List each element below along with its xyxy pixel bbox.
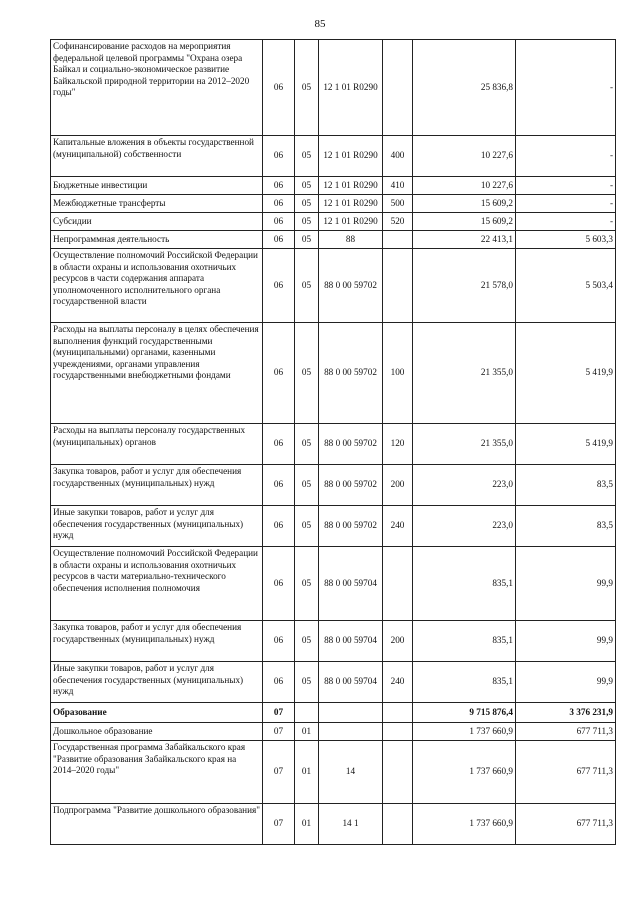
row-amount-actual: 677 711,3 — [516, 723, 616, 741]
row-subsection: 05 — [295, 213, 319, 231]
row-amount-actual: 677 711,3 — [516, 741, 616, 804]
row-target-article: 88 0 00 59704 — [319, 621, 383, 662]
row-name: Закупка товаров, работ и услуг для обеспечения государственных (муниципальных) нужд — [51, 621, 263, 662]
table-row — [51, 723, 616, 741]
table-row — [51, 506, 616, 547]
row-target-article: 88 — [319, 231, 383, 249]
row-expense-type — [383, 804, 413, 845]
row-name: Субсидии — [51, 213, 263, 231]
row-section: 06 — [263, 506, 295, 547]
table-row — [51, 662, 616, 703]
table-row — [51, 40, 616, 136]
row-target-article: 88 0 00 59704 — [319, 662, 383, 703]
row-expense-type — [383, 723, 413, 741]
row-subsection: 01 — [295, 804, 319, 845]
row-name: Осуществление полномочий Российской Федерации в области охраны и использования охотничьих ресурсов в части материально-технического обеспечения исполнения полномочия — [51, 547, 263, 621]
table-row — [51, 547, 616, 621]
row-subsection: 05 — [295, 195, 319, 213]
row-expense-type: 240 — [383, 662, 413, 703]
row-amount-plan: 15 609,2 — [413, 213, 516, 231]
row-amount-plan: 21 355,0 — [413, 424, 516, 465]
row-amount-actual: - — [516, 40, 616, 136]
row-expense-type: 200 — [383, 465, 413, 506]
row-amount-actual: 5 603,3 — [516, 231, 616, 249]
row-target-article: 88 0 00 59702 — [319, 465, 383, 506]
row-target-article: 12 1 01 R0290 — [319, 177, 383, 195]
row-name: Иные закупки товаров, работ и услуг для обеспечения государственных (муниципальных) нужд — [51, 662, 263, 703]
table-row — [51, 465, 616, 506]
row-target-article — [319, 703, 383, 723]
row-expense-type — [383, 547, 413, 621]
row-section: 06 — [263, 177, 295, 195]
row-target-article: 88 0 00 59702 — [319, 249, 383, 323]
table-row — [51, 177, 616, 195]
row-amount-actual: 83,5 — [516, 506, 616, 547]
row-section: 07 — [263, 703, 295, 723]
table-row — [51, 213, 616, 231]
row-section: 06 — [263, 424, 295, 465]
row-amount-plan: 835,1 — [413, 662, 516, 703]
row-target-article: 14 — [319, 741, 383, 804]
row-name: Дошкольное образование — [51, 723, 263, 741]
row-name: Непрограммная деятельность — [51, 231, 263, 249]
row-expense-type: 410 — [383, 177, 413, 195]
row-name: Бюджетные инвестиции — [51, 177, 263, 195]
row-subsection: 05 — [295, 547, 319, 621]
row-amount-plan: 223,0 — [413, 465, 516, 506]
row-expense-type: 520 — [383, 213, 413, 231]
table-row — [51, 741, 616, 804]
row-expense-type: 500 — [383, 195, 413, 213]
row-amount-plan: 835,1 — [413, 621, 516, 662]
table-body — [51, 40, 616, 845]
row-name: Осуществление полномочий Российской Федерации в области охраны и использования охотничьих ресурсов в части содержания аппарата уполномоченного исполнительного органа государственной власти — [51, 249, 263, 323]
row-subsection: 05 — [295, 323, 319, 424]
row-section: 06 — [263, 249, 295, 323]
row-subsection: 01 — [295, 723, 319, 741]
row-expense-type: 240 — [383, 506, 413, 547]
row-expense-type: 120 — [383, 424, 413, 465]
row-subsection — [295, 703, 319, 723]
table-row — [51, 804, 616, 845]
row-amount-plan: 22 413,1 — [413, 231, 516, 249]
row-expense-type — [383, 741, 413, 804]
row-target-article: 88 0 00 59704 — [319, 547, 383, 621]
row-amount-actual: - — [516, 213, 616, 231]
row-subsection: 05 — [295, 136, 319, 177]
row-amount-plan: 1 737 660,9 — [413, 804, 516, 845]
row-section: 07 — [263, 804, 295, 845]
row-name: Закупка товаров, работ и услуг для обеспечения государственных (муниципальных) нужд — [51, 465, 263, 506]
row-section: 06 — [263, 213, 295, 231]
table-row — [51, 703, 616, 723]
row-amount-actual: - — [516, 177, 616, 195]
row-target-article: 88 0 00 59702 — [319, 506, 383, 547]
row-expense-type: 100 — [383, 323, 413, 424]
row-target-article: 12 1 01 R0290 — [319, 40, 383, 136]
row-amount-actual: 99,9 — [516, 662, 616, 703]
table-row — [51, 195, 616, 213]
row-section: 07 — [263, 741, 295, 804]
row-section: 06 — [263, 621, 295, 662]
row-target-article: 12 1 01 R0290 — [319, 195, 383, 213]
row-amount-plan: 1 737 660,9 — [413, 723, 516, 741]
row-subsection: 05 — [295, 465, 319, 506]
row-subsection: 05 — [295, 231, 319, 249]
table-row — [51, 231, 616, 249]
row-subsection: 01 — [295, 741, 319, 804]
row-section: 06 — [263, 231, 295, 249]
row-target-article: 12 1 01 R0290 — [319, 136, 383, 177]
row-target-article: 88 0 00 59702 — [319, 323, 383, 424]
row-amount-plan: 25 836,8 — [413, 40, 516, 136]
row-subsection: 05 — [295, 662, 319, 703]
row-amount-actual: 99,9 — [516, 621, 616, 662]
row-section: 06 — [263, 662, 295, 703]
row-amount-actual: 3 376 231,9 — [516, 703, 616, 723]
row-amount-actual: 99,9 — [516, 547, 616, 621]
row-subsection: 05 — [295, 621, 319, 662]
row-amount-plan: 21 355,0 — [413, 323, 516, 424]
row-expense-type — [383, 40, 413, 136]
row-expense-type — [383, 249, 413, 323]
row-amount-plan: 223,0 — [413, 506, 516, 547]
row-name: Образование — [51, 703, 263, 723]
table-row — [51, 621, 616, 662]
row-subsection: 05 — [295, 177, 319, 195]
row-name: Расходы на выплаты персоналу государственных (муниципальных) органов — [51, 424, 263, 465]
table-row — [51, 424, 616, 465]
table-row — [51, 249, 616, 323]
row-section: 06 — [263, 323, 295, 424]
row-section: 06 — [263, 136, 295, 177]
row-amount-plan: 1 737 660,9 — [413, 741, 516, 804]
row-target-article: 14 1 — [319, 804, 383, 845]
row-name: Расходы на выплаты персоналу в целях обеспечения выполнения функций государственными (муниципальными) органами, казенными учреждениями, органами управления государственными внебюджетными фондами — [51, 323, 263, 424]
row-subsection: 05 — [295, 249, 319, 323]
budget-table — [50, 39, 616, 845]
row-section: 06 — [263, 40, 295, 136]
row-expense-type — [383, 231, 413, 249]
row-expense-type: 200 — [383, 621, 413, 662]
row-amount-plan: 10 227,6 — [413, 136, 516, 177]
row-name: Капитальные вложения в объекты государственной (муниципальной) собственности — [51, 136, 263, 177]
row-amount-plan: 835,1 — [413, 547, 516, 621]
row-amount-actual: 5 419,9 — [516, 424, 616, 465]
row-name: Иные закупки товаров, работ и услуг для обеспечения государственных (муниципальных) нужд — [51, 506, 263, 547]
row-name: Государственная программа Забайкальского края "Развитие образования Забайкальского края на 2014–2020 годы" — [51, 741, 263, 804]
row-subsection: 05 — [295, 506, 319, 547]
row-amount-actual: 5 419,9 — [516, 323, 616, 424]
row-name: Межбюджетные трансферты — [51, 195, 263, 213]
row-amount-actual: - — [516, 136, 616, 177]
row-target-article: 12 1 01 R0290 — [319, 213, 383, 231]
row-amount-plan: 15 609,2 — [413, 195, 516, 213]
row-amount-actual: - — [516, 195, 616, 213]
row-expense-type: 400 — [383, 136, 413, 177]
row-section: 06 — [263, 547, 295, 621]
row-name: Софинансирование расходов на мероприятия федеральной целевой программы "Охрана озера Байкал и социально-экономическое развитие Байкальской природной территории на 2012–2020 годы" — [51, 40, 263, 136]
row-amount-actual: 677 711,3 — [516, 804, 616, 845]
row-name: Подпрограмма "Развитие дошкольного образования" — [51, 804, 263, 845]
row-subsection: 05 — [295, 424, 319, 465]
row-amount-plan: 9 715 876,4 — [413, 703, 516, 723]
table-row — [51, 323, 616, 424]
row-amount-plan: 21 578,0 — [413, 249, 516, 323]
row-amount-actual: 83,5 — [516, 465, 616, 506]
row-section: 07 — [263, 723, 295, 741]
row-section: 06 — [263, 195, 295, 213]
page-number: 85 — [314, 18, 326, 30]
row-subsection: 05 — [295, 40, 319, 136]
table-row — [51, 136, 616, 177]
row-expense-type — [383, 703, 413, 723]
row-section: 06 — [263, 465, 295, 506]
row-target-article — [319, 723, 383, 741]
row-amount-plan: 10 227,6 — [413, 177, 516, 195]
row-target-article: 88 0 00 59702 — [319, 424, 383, 465]
row-amount-actual: 5 503,4 — [516, 249, 616, 323]
